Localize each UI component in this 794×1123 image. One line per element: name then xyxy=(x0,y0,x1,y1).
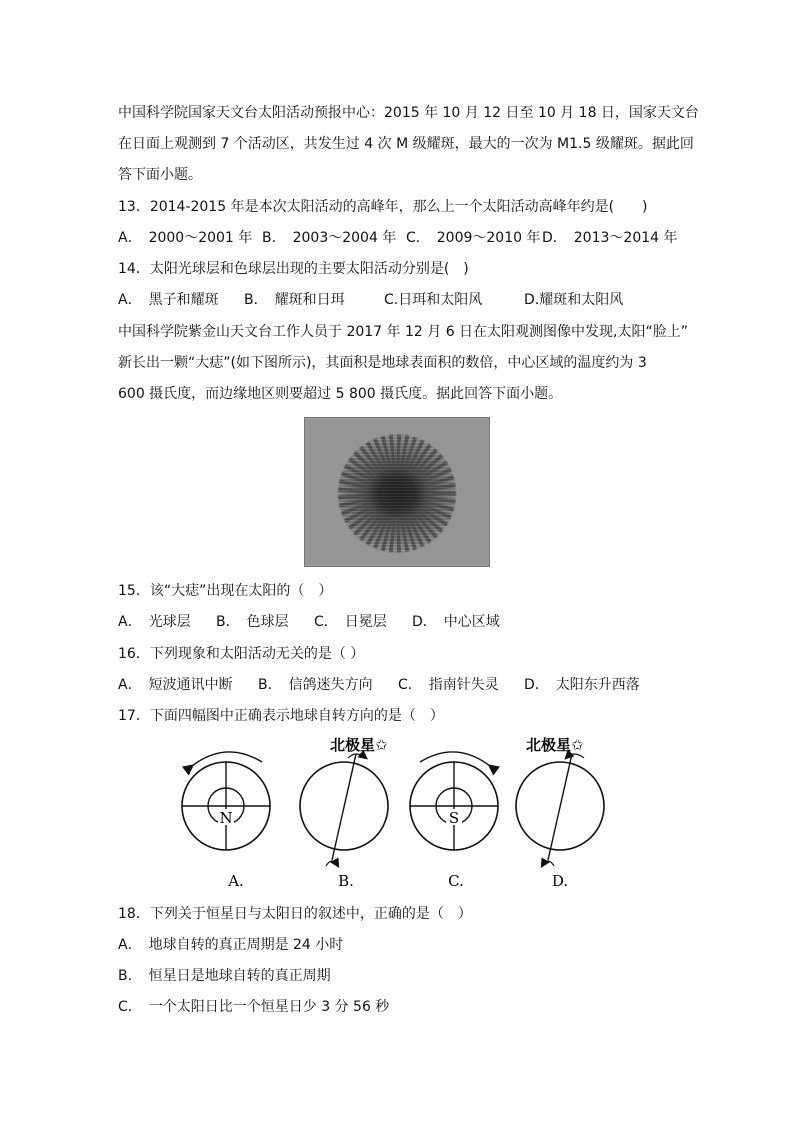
rotation-diagrams xyxy=(180,732,620,892)
q13-option-a: A． 2000～2001 年 xyxy=(118,230,253,246)
intro2-line-1: 中国科学院紫金山天文台工作人员于 2017 年 12 月 6 日在太阳观测图像中发现,太阳“脸上” xyxy=(118,324,689,340)
q16-option-d: D． 太阳东升西落 xyxy=(524,677,640,693)
q16-stem: 16．下列现象和太阳活动无关的是（ ） xyxy=(118,646,365,662)
figure-c xyxy=(410,752,498,850)
q18-stem: 18．下列关于恒星日与太阳日的叙述中，正确的是（ ） xyxy=(118,906,472,922)
figure-d-label: D. xyxy=(551,872,569,890)
q14-option-d: D.耀斑和太阳风 xyxy=(524,292,624,308)
intro2-line-2: 新长出一颗“大痣”(如下图所示)，其面积是地球表面积的数倍，中心区域的温度约为 3 xyxy=(118,355,647,371)
q15-option-b: B． 色球层 xyxy=(216,614,289,630)
q18-option-c: C． 一个太阳日比一个恒星日少 3 分 56 秒 xyxy=(118,999,390,1015)
figure-b xyxy=(300,736,388,866)
figure-b-polaris-label: 北极星✩ xyxy=(330,736,388,754)
intro1-line-1: 中国科学院国家天文台太阳活动预报中心：2015 年 10 月 12 日至 10 月 18 日，国家天文台 xyxy=(118,105,699,121)
q14-option-c: C.日珥和太阳风 xyxy=(384,292,483,308)
q16-option-a: A． 短波通讯中断 xyxy=(118,677,233,693)
q16-option-c: C． 指南针失灵 xyxy=(398,677,499,693)
q15-option-a: A． 光球层 xyxy=(118,614,191,630)
q13-option-c: C． 2009～2010 年 xyxy=(406,230,541,246)
q18-option-b: B． 恒星日是地球自转的真正周期 xyxy=(118,968,331,984)
figure-d-polaris-label: 北极星✩ xyxy=(526,736,584,754)
figure-a-label: A. xyxy=(228,872,244,890)
figure-a-pole-label: N xyxy=(219,809,233,827)
q16-option-b: B． 信鸽迷失方向 xyxy=(258,677,373,693)
intro1-line-3: 答下面小题。 xyxy=(118,167,202,183)
q13-option-d: D． 2013～2014 年 xyxy=(542,230,678,246)
q15-stem: 15．该“大痣”出现在太阳的（ ） xyxy=(118,583,333,599)
q18-option-a: A． 地球自转的真正周期是 24 小时 xyxy=(118,937,344,953)
figure-d xyxy=(516,736,604,866)
figure-c-pole-label: S xyxy=(448,809,460,827)
figure-a xyxy=(182,752,270,850)
intro2-line-3: 600 摄氏度，而边缘地区则要超过 5 800 摄氏度。据此回答下面小题。 xyxy=(118,386,563,402)
q13-stem: 13．2014-2015 年是本次太阳活动的高峰年，那么上一个太阳活动高峰年约是( ) xyxy=(118,199,648,215)
figure-b-label: B. xyxy=(338,872,354,890)
q14-option-b: B． 耀斑和日珥 xyxy=(244,292,345,308)
figure-c-label: C. xyxy=(448,872,464,890)
q13-option-b: B． 2003～2004 年 xyxy=(262,230,397,246)
q15-option-c: C． 日冕层 xyxy=(314,614,387,630)
q14-option-a: A． 黑子和耀斑 xyxy=(118,292,219,308)
q17-stem: 17．下面四幅图中正确表示地球自转方向的是（ ） xyxy=(118,708,444,724)
sunspot-image xyxy=(304,417,490,567)
intro1-line-2: 在日面上观测到 7 个活动区，共发生过 4 次 M 级耀斑，最大的一次为 M1.5 级耀斑。据此回 xyxy=(118,136,694,152)
q14-stem: 14．太阳光球层和色球层出现的主要太阳活动分别是( ) xyxy=(118,261,469,277)
q15-option-d: D． 中心区域 xyxy=(412,614,500,630)
